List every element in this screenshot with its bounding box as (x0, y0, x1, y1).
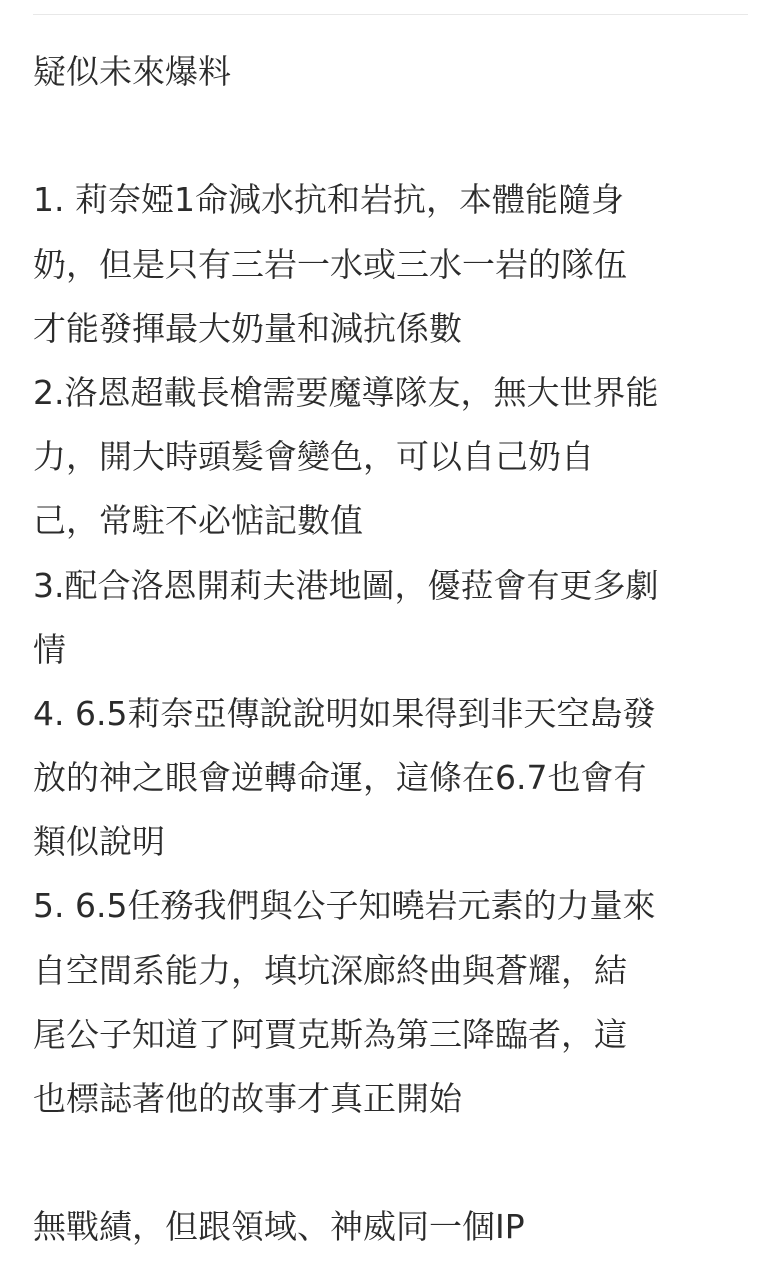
post-footer-line: 無戰績，但跟領域、神威同一個IP (33, 1207, 525, 1247)
post-line: 己，常駐不必惦記數值 (33, 501, 363, 541)
post-line: 奶，但是只有三岩一水或三水一岩的隊伍 (33, 244, 627, 284)
post-line: 2.洛恩超載長槍需要魔導隊友，無大世界能 (33, 372, 659, 412)
blank-line (33, 104, 749, 168)
post-line: 才能發揮最大奶量和減抗係數 (33, 308, 462, 348)
post-line: 放的神之眼會逆轉命運，這條在6.7也會有 (33, 758, 647, 798)
post-title-line: 疑似未來爆料 (33, 52, 231, 91)
post-line: 情 (33, 629, 66, 669)
top-divider (33, 14, 748, 15)
post-line: 尾公子知道了阿賈克斯為第三降臨者，這 (33, 1014, 627, 1054)
post-line: 自空間系能力，填坑深廊終曲與蒼耀，結 (33, 950, 627, 990)
post-line: 類似說明 (33, 822, 165, 862)
post-line: 5. 6.5任務我們與公子知曉岩元素的力量來 (33, 886, 656, 926)
post-body (33, 40, 749, 1260)
post-line: 3.配合洛恩開莉夫港地圖，優菈會有更多劇 (33, 565, 659, 605)
post-line: 也標誌著他的故事才真正開始 (33, 1079, 462, 1118)
post-line: 1. 莉奈婭1命減水抗和岩抗，本體能隨身 (33, 180, 624, 220)
blank-line (33, 1131, 749, 1195)
post-line: 4. 6.5莉奈亞傳說說明如果得到非天空島發 (33, 693, 656, 733)
post-line: 力，開大時頭髮會變色，可以自己奶自 (33, 437, 594, 477)
